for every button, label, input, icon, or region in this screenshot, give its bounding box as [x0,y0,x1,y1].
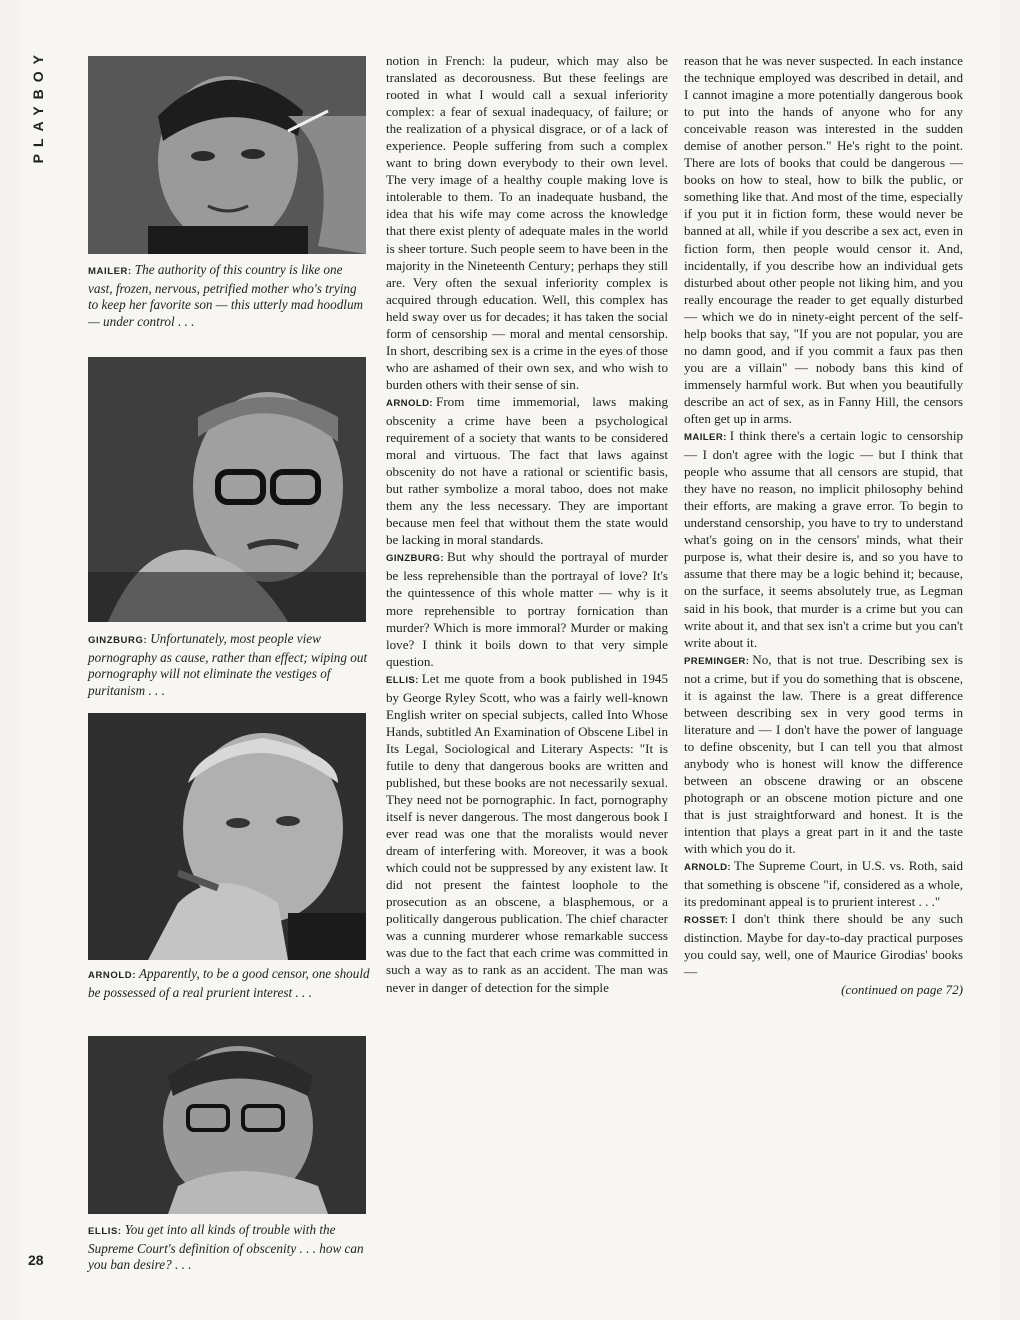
speaker-label: MAILER: [684,432,727,444]
photo-mailer [88,56,366,254]
caption-text: You get into all kinds of trouble with the Supreme Court's definition of obscenity . . . how can you ban desire? . . . [88,1222,364,1272]
photo-ellis [88,1036,366,1214]
paragraph [684,910,963,980]
speaker-label: ARNOLD: [386,397,434,409]
paragraph-text: I think there's a certain logic to censorship — I don't agree with the logic — but I think that people who assume that all censors are stupid, that they have no reason, no implicit philosophy behind their efforts, are making a grave error. To begin to understand censorship, you have to try to understand what's going on in the censors' minds, what their purpose is, what their desire is, and so you have to assume that there may be a logic behind it; because, on the surface, it seems absolutely true, as Legman said in his book, that murder is a crime but you can write about it, and that sex isn't a crime but you can't write about it. [684,428,963,650]
caption-arnold [88,966,370,1001]
paragraph-text: From time immemorial, laws making obscenity a crime have been a psychological requirement of a society that wants to be considered moral and virtuous. The fact that laws against obscenity do not have a rational or scientific basis, but rather symbolize a moral taboo, does not make them any the less necessary. They are important because men feel that without them the state would be lacking in moral standards. [386,393,668,548]
text-column-1 [386,52,668,996]
caption-text: The authority of this country is like one vast, frozen, nervous, petrified mother who's trying to keep her favorite son — this utterly mad hoodlum — under control . . . [88,262,364,329]
paragraph [684,857,963,910]
paragraph-text: The Supreme Court, in U.S. vs. Roth, said that something is obscene "if, considered as a whole, its predominant appeal is to prurient interest . . ." [684,858,963,910]
speaker-label: ROSSET: [684,915,729,927]
text-column-2 [684,52,963,998]
paragraph-text: But why should the portrayal of murder be less reprehensible than the portrayal of love? It's the quintessence of this whole matter — why is it more reprehensible to portray fornication than murder? Which is more immoral? Murder or making love? I think it boils down to that very simple question. [386,549,668,669]
paragraph [684,651,963,858]
caption-speaker: GINZBURG: [88,635,148,646]
caption-mailer [88,262,370,330]
photo-ginzburg [88,357,366,622]
continued-note: (continued on page 72) [841,981,963,997]
paragraph [386,548,668,669]
magazine-name: PLAYBOY [30,48,46,164]
paragraph: notion in French: la pudeur, which may also be translated as decorousness. But these feelings are rooted in what I would call a sexual inferiority complex: a fear of sexual inadequacy, of failure; or the realization of a physical disgrace, or of a lack of experience. People suffering from such a complex want to bring down everybody to their own level. The very image of a healthy couple making love is intolerable to them. To an inadequate husband, the idea that his wife may come across the knowledge that there exist plenty of adequate males in the world is sheer torture. Such people seem to have been in the majority in the Nineteenth Century; perhaps they still are. Very often the sexual inferiority complex is acquired through education. Well, this complex has held sway over us for decades; it has taken the social form of censorship — moral and mental censorship. In short, describing sex is a crime in the eyes of those who are ashamed of their own sex, and who wish to burden others with their sense of sin. [386,53,668,392]
paragraph [386,393,668,548]
caption-speaker: MAILER: [88,266,132,277]
speaker-label: ELLIS: [386,674,419,686]
paragraph-text: Let me quote from a book published in 1945 by George Ryley Scott, who was a fairly well-known English writer on special subjects, called Into Whose Hands, subtitled An Examination of Obscene Libel in Its Legal, Sociological and Literary Aspects: "It is futile to deny that dangerous books are written and published, but these books are not necessarily sexual. They need not be pornographic. In fact, pornography itself is never dangerous. The most dangerous book I ever read was one that the moralists would never dream of interfering with. Moreover, it was a book which could not be suppressed by any existent law. It did not present the faintest loophole to the prosecution as an obscene, a blasphemous, or a politically dangerous publication. The chief character was a cunning murderer whose remarkable success was due to the fact that each crime was committed in such a way as to rank as an accident. The man was never in danger of detection for the simple [386,670,668,995]
caption-ginzburg [88,631,370,699]
photo-arnold [88,713,366,960]
speaker-label: GINZBURG: [386,553,444,565]
paragraph-text: I don't think there should be any such distinction. Maybe for day-to-day practical purposes you could say, well, one of Maurice Girodias' books — [684,911,963,980]
speaker-label: ARNOLD: [684,862,732,874]
page-number: 28 [28,1252,44,1268]
speaker-label: PREMINGER: [684,655,750,667]
caption-text: Unfortunately, most people view pornography as cause, rather than effect; wiping out pornography will not eliminate the vestiges of puritanism . . . [88,631,368,698]
caption-speaker: ELLIS: [88,1226,122,1237]
paragraph [386,670,668,996]
caption-speaker: ARNOLD: [88,970,136,981]
paragraph: reason that he was never suspected. In each instance the technique employed was described in detail, and I cannot imagine a more potentially dangerous book to put into the hands of anyone who for any conceivable reason was interested in the sudden demise of another person." He's right to the point. There are lots of books that could be dangerous — books on how to steal, how to bilk the public, or something like that. And most of the time, especially if you put it in fiction form, these would never be banned at all, while if you describe a sex act, even in fiction form, then people would censor it. And, incidentally, if you describe how an individual gets disturbed about other people not liking him, and you really encourage the reader to get equally disturbed — which we do in ninety-eight percent of the self-help books that say, "If you are not popular, you are no damn good, and if you commit a faux pas then you are a villain" — nobody bans this kind of immensely harmful work. But when you beautifully describe an act of sex, as in Fanny Hill, the censors often get up in arms. [684,53,963,426]
paragraph-text: No, that is not true. Describing sex is not a crime, but if you do something that is obscene, it is against the law. There is a great difference between describing sex in very good terms in literature and — I don't have the power of language to define obscenity, but I can tell you that almost anybody who is honest will know the difference between an obscene drawing or an obscene photograph or an obscene motion picture and one that is just straightforward and honest. It is the intention that plays a great part in it and the taste with which you do it. [684,651,963,857]
caption-ellis [88,1222,370,1274]
caption-text: Apparently, to be a good censor, one should be possessed of a real prurient interest . . . [88,966,370,1000]
paragraph [684,427,963,651]
